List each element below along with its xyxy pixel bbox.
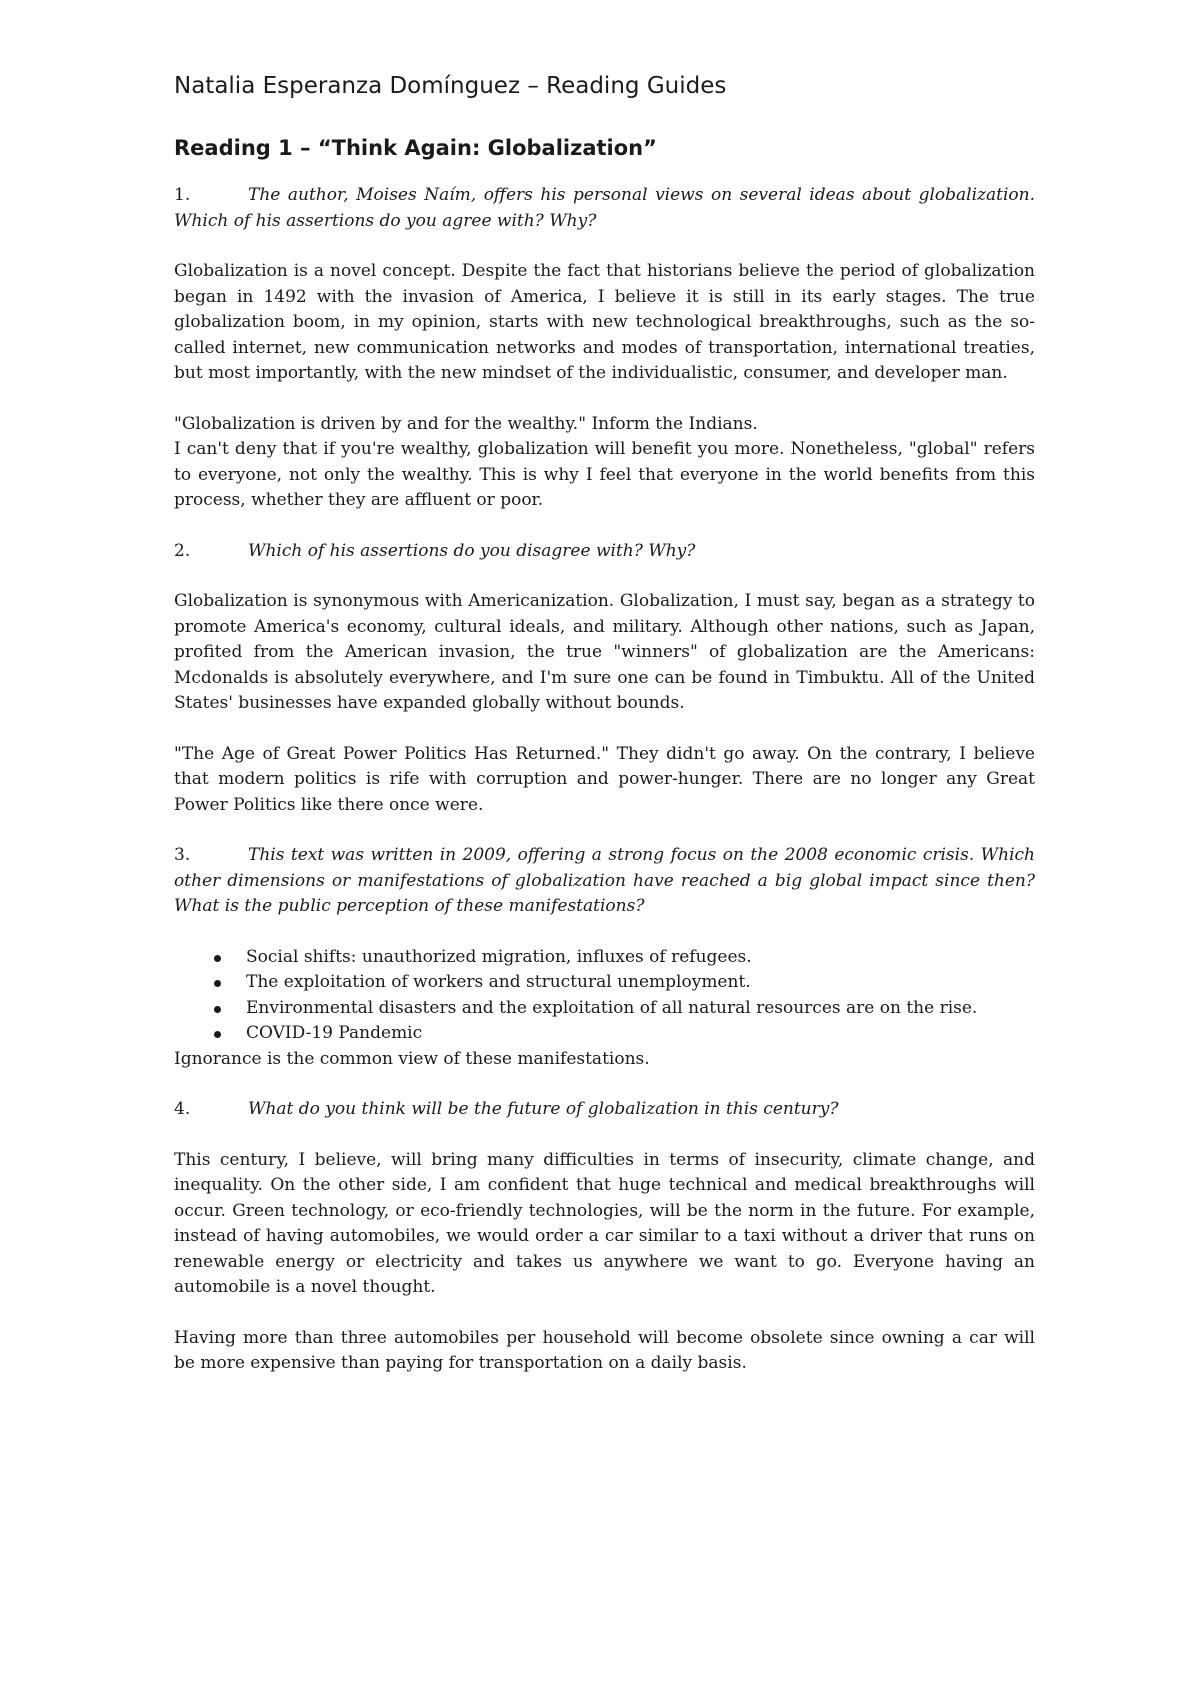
reading-title: Reading 1 – “Think Again: Globalization” [174,136,657,160]
question-3 [174,843,1035,920]
list-item [174,945,1035,971]
answer-4-paragraph-2: Having more than three automobiles per household will become obsolete since owning a car will be more expensive than paying for transportation on a daily basis. [174,1327,1035,1373]
answer-3-conclusion: Ignorance is the common view of these manifestations. [174,1048,650,1069]
list-item-text: COVID-19 Pandemic [246,1023,423,1043]
answer-3-bullet-list [174,945,1035,1047]
bullet-icon [214,1006,221,1013]
answer-1-paragraph-1: Globalization is a novel concept. Despite the fact that historians believe the period of globalization began in 1492 with the invasion of America, I believe it is still in its early stages. The true globalization boom, in my opinion, starts with new technological breakthroughs, such as the so-called internet, new communication networks and modes of transportation, international treaties, but most importantly, with the new mindset of the individualistic, consumer, and developer man. [174,261,1035,383]
bullet-icon [214,980,221,987]
list-item-text: The exploitation of workers and structural unemployment. [246,972,751,992]
question-2 [174,539,1035,565]
question-3-text: This text was written in 2009, offering a strong focus on the 2008 economic crisis. Which other dimensions or manifestations of globalization have reached a big global impact since then? What is the public perception of these manifestations? [174,845,1035,916]
document-page [174,66,1035,1402]
answer-1-paragraph-2 [174,412,1035,514]
question-4-number: 4. [174,1099,191,1119]
answer-2-paragraph-1: Globalization is synonymous with Americanization. Globalization, I must say, began as a strategy to promote America's economy, cultural ideals, and military. Although other nations, such as Japan, profited from the American invasion, the true "winners" of globalization are the Americans: Mcdonalds is absolutely everywhere, and I'm sure one can be found in Timbuktu. All of the United States' businesses have expanded globally without bounds. [174,591,1035,713]
question-2-text: Which of his assertions do you disagree with? Why? [248,540,696,561]
answer-1-explanation: I can't deny that if you're wealthy, globalization will benefit you more. Nonetheless, "global" refers to everyone, not only the wealthy. This is why I feel that everyone in the world benefits from this process, whether they are affluent or poor. [174,439,1035,510]
question-3-number: 3. [174,845,191,865]
list-item-text: Social shifts: unauthorized migration, influxes of refugees. [246,946,752,967]
question-4-text: What do you think will be the future of globalization in this century? [248,1099,839,1119]
question-1-number: 1. [174,185,191,205]
question-2-number: 2. [174,540,191,561]
bullet-icon [214,955,221,962]
bullet-icon [214,1031,221,1038]
list-item [174,1021,1035,1047]
question-4 [174,1097,1035,1123]
question-1 [174,183,1035,234]
answer-4-paragraph-1: This century, I believe, will bring many difficulties in terms of insecurity, climate change, and inequality. On the other side, I am confident that huge technical and medical breakthroughs will occur. Green technology, or eco-friendly technologies, will be the norm in the future. For example, instead of having automobiles, we would order a car similar to a taxi without a driver that runs on renewable energy or electricity and takes us anywhere we want to go. Everyone having an automobile is a novel thought. [174,1149,1035,1297]
document-header: Natalia Esperanza Domínguez – Reading Guides [174,73,727,99]
answer-1-quote: "Globalization is driven by and for the wealthy." Inform the Indians. [174,413,758,434]
answer-2-paragraph-2: "The Age of Great Power Politics Has Returned." They didn't go away. On the contrary, I believe that modern politics is rife with corruption and power-hunger. There are no longer any Great Power Politics like there once were. [174,743,1035,815]
list-item [174,970,1035,996]
question-1-text: The author, Moises Naím, offers his personal views on several ideas about globalization. Which of his assertions do you agree with? Why? [174,185,1035,231]
list-item [174,996,1035,1022]
list-item-text: Environmental disasters and the exploitation of all natural resources are on the rise. [246,997,978,1018]
